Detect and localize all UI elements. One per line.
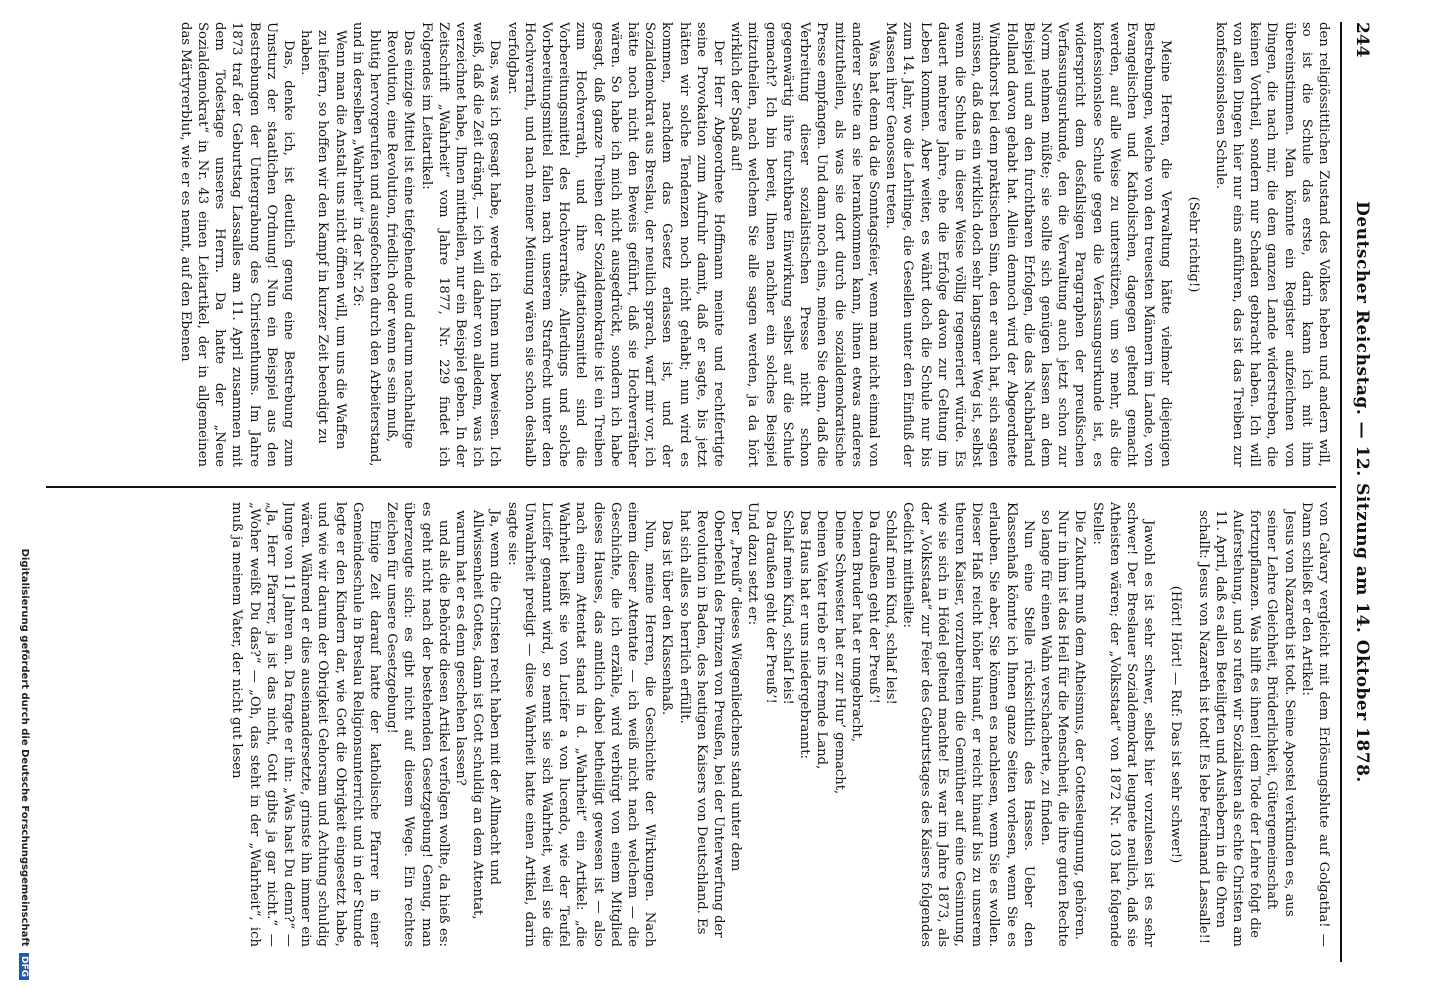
page-number: 244 — [1352, 22, 1372, 58]
paragraph: Meine Herren, die Verwaltung hätte vielmehr diejenigen Bestrebungen, welche von den treuesten Männern im Lande, von Evangelischen und Katholischen, dagegen geltend gemacht werden, auf alle Weise zu unterstützen, um so mehr, als die konfessionslose Schule gegen die Verfassungsurkunde ist, es widerspricht dem desfallsigen Paragraphen der preußischen Verfassungsurkunde, den die Verwaltung auch jetzt schon zur Norm nehmen müßte; sie sollte sich genügen lassen an dem Beispiel und an den furchtbaren Erfolgen, die das Nachbarland Holland davon gehabt hat. Allein dennoch wird der Abgeordnete Windthorst bei dem praktischen Sinn, den er auch hat, sich sagen müssen, daß das ein wirklich doch sehr langsamer Weg ist, selbst wenn die Schule in dieser Weise völlig regeneriert würde. Es dauert mehrere Jahre, ehe die Erfolge davon zur Geltung im Leben kommen. Aber weiter, es währt doch die Schule nur bis zum 14. Jahr, wo die Lehrlinge, die Gesellen unter den Einfluß der Massen ihrer Genossen treten. — [883, 22, 1174, 467]
quotation: Das Haus hat er uns niedergebrannt: — [797, 510, 813, 759]
page-content — [42, 22, 1372, 962]
paragraph: Das ist über den Klassenhaß. — [659, 520, 675, 716]
quotation: Da draußen geht der Preuß’! — [762, 510, 778, 704]
paragraph: Und dazu setzt er: — [745, 502, 761, 626]
quotation: Deinen Bruder hat er umgebracht, — [848, 510, 864, 743]
paragraph: und als die Behörde diesen Artikel verfolgen wollte, da hieß es: es geht nicht nach der bestehenden Gesetzgebung! Genug, man überzeugte sich: es gibt nicht auf diesem Wege. Ein rechtes Zeichen für unsere Gesetzgebung! — [384, 502, 451, 947]
interjection: (Sehr richtig!) — [1185, 196, 1201, 293]
interjection: (Hört! Hört! — Ruf: Das ist sehr schwer!) — [1168, 585, 1184, 864]
column-divider — [46, 486, 1336, 488]
quotation: Da draußen geht der Preuß’! — [865, 510, 881, 704]
digitization-credit — [19, 300, 30, 980]
paragraph: Das, was ich gesagt habe, werde ich Ihnen nun beweisen. Ich weiß, daß die Zeit drängt, — ich will daher von alledem, was ich verzeichnet habe, Ihnen mittheilen, nur ein Beispiel geben. In der Zeitschrift „Wahrheit“ vom Jahre 1877, Nr. 229 findet ich Folgendes im Leitartikel: — [418, 22, 503, 467]
paragraph: Nun, meine Herren, die Geschichte der Wirkungen. Nach einem dieser Attentate — ich weiß nicht nach welchem — die Geschichte, die ich erzähle, wird verbürgt von einem Mitglied dieses Hauses, das amtlich dabei betheiligt gewesen ist — also nach einem Attentat stand in d. „Wahrheit“ ein Artikel: „die Wahrheit heißt sie von Lucifer a von lucendo, wie der Teufel Lucifer genannt wird, so nennt sie sich Wahrheit, weil sie die Unwahrheit predigt — diese Wahrheit hatte einen Artikel, darin sagte sie: — [504, 502, 658, 947]
paragraph: und in derselben „Wahrheit“ in der Nr. 26: — [349, 22, 365, 307]
paragraph: Jawohl es ist sehr schwer, selbst hier vorzulesen ist es sehr schwer! Der Breslauer Sozialdemokrat leugnete neulich, daß sie Atheisten wären; der „Volksstaat“ von 1872 Nr. 103 hat folgende Stelle: — [1089, 502, 1157, 947]
paragraph: Das, denke ich, ist deutlich genug eine Bestrebung zum Umsturz der staatlichen Ordnung! Nun ein Beispiel aus den Bestrebungen der Untergrabung des Christenthums. Im Jahre 1873 traf der Geburtstag Lassalles am 11. April zusammen mit dem Todestage unseres Herrn. Da hatte der „Neue Sozialdemokrat“ in Nr. 43 einen Leitartikel, der in allgemeinen das Märtyrerblut, wie er es nennt, auf den Ebenen — [177, 22, 297, 467]
quotation: Die Zukunft muß dem Atheismus, der Gottesleugnung, gehören. Nur in ihm ist das Heil für die Menschheit, die ihre guten Rechte so lange für einen Wahn verschacherte, zu finden. — [1037, 510, 1088, 947]
paragraph: Einige Zeit darauf hatte der katholische Pfarrer in einer Gemeindeschule in Breslau Religionsunterricht und in der Stunde legte er den Kindern dar, wie Gott die Obrigkeit eingesetzt habe, und wie wir darum der Obrigkeit Gehorsam und Achtung schuldig wären. Während er dies auseinandersetzte, grinste ihn immer ein Junge von 11 Jahren an. Da fragte er ihn: „Was hast Du denn?“ — „Ja, Herr Pfarrer, ja ist das nicht, Gott gibts ja gar nicht.“ — „Woher weißt Du das?“ — „Oh, das steht in der „Wahrheit“, ich muß ja meinem Vater, der nicht gut lesen — [229, 502, 383, 947]
quotation: Das einzige Mittel ist eine tiefgehende und darum nachhaltige Revolution, eine Revolution, friedlich oder wenn es sein muß, blutig hervorgerufen und ausgefochten durch den Arbeiterstand, — [367, 30, 417, 467]
paragraph: Der Herr Abgeordnete Hoffmann meinte und rechtfertigte seine Provokation zum Aufruhr damit, daß er sagte, bis jetzt hätten wir solche Tendenzen noch nicht gehabt; nun wird es kommen, nachdem das Gesetz erlassen ist, und der Sozialdemokrat aus Breslau, der neulich sprach, warf mir vor, ich hätte noch nicht den Beweis geführt, daß sie Hochverräther wären. So habe ich mich nicht ausgedrückt, sondern ich habe gesagt, daß ganze Treiben der Sozialdemokratie ist ein Treiben zum Hochverrath, und ihre Agitationsmittel sind die Vorbereitungsmittel des Hochverraths. Allerdings und solche Vorbereitungsmittel fallen nach unserem Strafrecht unter den Hochverrath, und nach meiner Meinung wären sie schon deshalb verfolgbar. — [504, 22, 727, 467]
quotation: Jesus von Nazareth ist todt. Seine Apostel verkünden es, aus seiner Lehre Gleichheit, Brüderlichkeit, Gütergemeinschaft fortzupflanzen. Was hilft es ihnen! dem Tode der Lehre folgt die Auferstehung, und so rufen wir Sozialisten als echte Christen am 11. April, daß es allen Beteiligten und Aushebern in die Ohren schallt: Jesus von Nazareth ist todt! Es lebe Ferdinand Lassalle!! — [1195, 510, 1297, 947]
page-header — [1346, 22, 1372, 962]
credit-text: Digitalisierung gefördert durch die Deutsche Forschungsgemeinschaft — [19, 548, 30, 947]
paragraph: von Calvary vergleicht mit dem Erlösungsblute auf Golgatha! — Dann schließt er den Artikel: — [1298, 502, 1331, 947]
quotation: Wenn man die Anstalt uns nicht öffnen will, um uns die Waffen zu liefern, so hoffen wir den Kampf in kurzer Zeit beendigt zu haben. — [298, 30, 348, 450]
quotation: Schlaf mein Kind, schlaf leis! — [883, 510, 899, 705]
running-title: Deutscher Reichstag. — 12. Sitzung am 14. Oktober 1878. — [1352, 201, 1372, 783]
header-rule — [1340, 22, 1342, 962]
paragraph: Nun eine Stelle rücksichtlich des Hasses. Ueber den Klassenhaß könnte ich Ihnen ganze Seiten vorlesen, wenn Sie es erlauben. Sie aber, Sie können es nachlesen, wenn Sie es wollen. Dieser Haß reicht höher hinauf, er reicht hinauf bis zu unserem theuren Kaiser, vorzubereiten die Gemüther auf eine Gesinnung, wie sie sich in Hödel geltend machte! Es war im Jahre 1873, als der „Volksstaat“ zur Feier des Geburtstages des Kaisers folgendes Gedicht mittheilte: — [900, 502, 1036, 947]
dfg-logo: DFG — [19, 953, 29, 980]
paragraph: Was hat denn da die Sonntagsfeier, wenn man nicht einmal von anderer Seite an sie herankommen kann, ihnen etwas anderes mitzutheilen, als was sie dort durch die sozialdemokratische Presse empfangen. Und dann noch eins, meinen Sie denn, daß die Verbreitung dieser sozialistischen Presse nicht schon gegenwärtig ihre furchtbare Einwirkung selbst auf die Schule gemacht? Ich bin bereit, Ihnen nachher ein solches Beispiel mitzutheilen, nach welchem Sie alle sagen werden, ja da hört wirklich der Spaß auf! — [728, 22, 881, 467]
left-column — [47, 22, 1332, 467]
quotation: Deine Schwester hat er zur Hur’ gemacht, — [831, 510, 847, 795]
paragraph: den religiössittlichen Zustand des Volkes heben und andern will, so ist die Schule das erste, darin kann ich mit ihm übereinstimmen. Man könnte ein Register aufzeichnen von Dingen, die nach mir, die dem ganzen Lande widerstreben, die keinen Vortheil, sondern nur Schaden gebracht haben. Ich will von allen Dingen hier nur eins anführen, das ist das Treiben zur konfessionslosen Schule. — [1212, 22, 1331, 467]
quotation: Schlaf mein Kind, schlaf leis! — [779, 510, 795, 705]
right-column — [47, 502, 1332, 947]
quotation: Deinen Vater trieb er ins fremde Land, — [814, 510, 830, 770]
quotation: Ja, wenn die Christen recht haben mit der Allmacht und Allwissenheit Gottes, dann ist Gott schuldig an dem Attentat, warum hat er es denn geschehen lassen? — [453, 510, 503, 920]
quotation: Der „Preuß“ dieses Wiegenliedchens stand unter dem Oberbefehl des Prinzen von Preußen, bei der Unterwerfung der Revolution in Baden, des heutigen Kaisers von Deutschland. Es hat sich alles so herrlich erfüllt. — [676, 510, 744, 938]
